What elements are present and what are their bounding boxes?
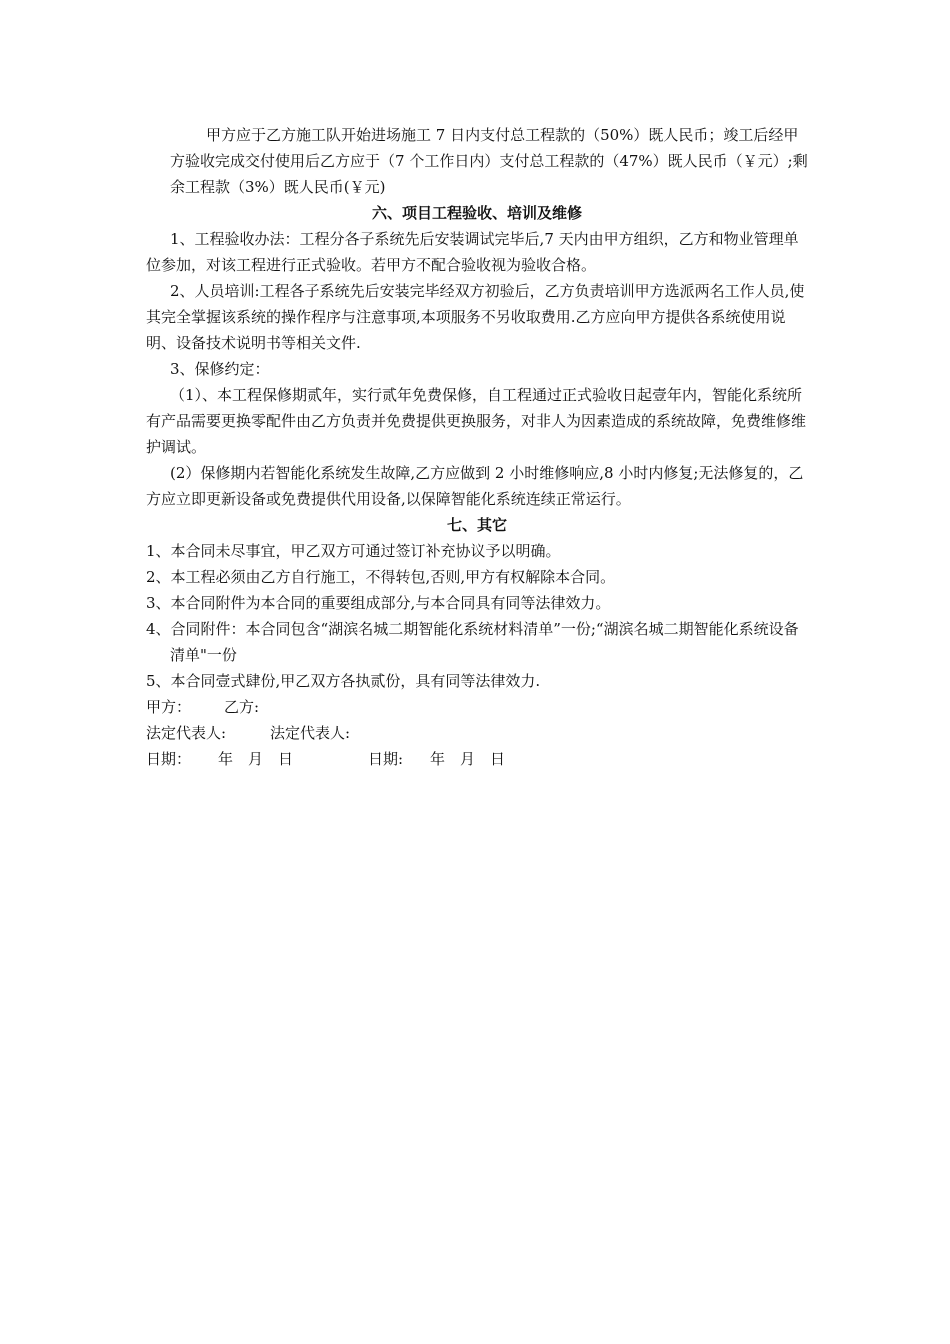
section-6-item-1: 1、工程验收办法：工程分各子系统先后安装调试完毕后,7 天内由甲方组织，乙方和物业管理单位参加，对该工程进行正式验收。若甲方不配合验收视为验收合格。 xyxy=(146,230,799,274)
section-7-item-2: 2、本工程必须由乙方自行施工，不得转包,否则,甲方有权解除本合同。 xyxy=(146,568,616,586)
signature-dates xyxy=(146,746,808,772)
section-6-item-2: 2、人员培训:工程各子系统先后安装完毕经双方初验后，乙方负责培训甲方选派两名工作人员,使其完全掌握该系统的操作程序与注意事项,本项服务不另收取费用.乙方应向甲方提供各系统使用说明、设备技术说明书等相关文件. xyxy=(146,282,805,352)
date-a-label: 日期： xyxy=(146,750,192,768)
section-7-item-1: 1、本合同未尽事宜，甲乙双方可通过签订补充协议予以明确。 xyxy=(146,542,561,560)
section-7-title: 七、其它 xyxy=(446,516,507,534)
rep-a-label: 法定代表人: xyxy=(146,724,227,742)
section-6-item-3-2: (2）保修期内若智能化系统发生故障,乙方应做到 2 小时维修响应,8 小时内修复;无法修复的，乙方应立即更新设备或免费提供代用设备,以保障智能化系统连续正常运行。 xyxy=(146,464,804,508)
party-a-label: 甲方： xyxy=(146,698,192,716)
date-b-label: 日期: xyxy=(368,750,404,768)
date-b-ymd: 年 月 日 xyxy=(430,750,506,768)
section-7-item-3: 3、本合同附件为本合同的重要组成部分,与本合同具有同等法律效力。 xyxy=(146,594,611,612)
signature-representatives xyxy=(146,720,808,746)
rep-b-label: 法定代表人: xyxy=(270,724,351,742)
signature-parties xyxy=(146,694,808,720)
section-6-item-3-1: （1）、本工程保修期贰年，实行贰年免费保修，自工程通过正式验收日起壹年内，智能化系统所有产品需要更换零配件由乙方负责并免费提供更换服务，对非人为因素造成的系统故障，免费维修维护调试。 xyxy=(146,386,807,456)
party-b-label: 乙方: xyxy=(224,698,260,716)
section-7-item-5: 5、本合同壹式肆份,甲乙双方各执贰份，具有同等法律效力. xyxy=(146,672,541,690)
payment-paragraph: 甲方应于乙方施工队开始进场施工 7 日内支付总工程款的（50%）既人民币；竣工后经甲方验收完成交付使用后乙方应于（7 个工作日内）支付总工程款的（47%）既人民币（￥元）;剩余工程款（3%）既人民币(￥元) xyxy=(170,126,808,196)
section-7-item-4: 4、合同附件：本合同包含“湖滨名城二期智能化系统材料清单”一份;“湖滨名城二期智能化系统设备清单"一份 xyxy=(146,620,799,664)
date-a-ymd: 年 月 日 xyxy=(218,750,294,768)
contract-body xyxy=(146,122,808,772)
section-6-title: 六、项目工程验收、培训及维修 xyxy=(371,204,582,222)
section-6-item-3: 3、保修约定： xyxy=(170,360,270,378)
